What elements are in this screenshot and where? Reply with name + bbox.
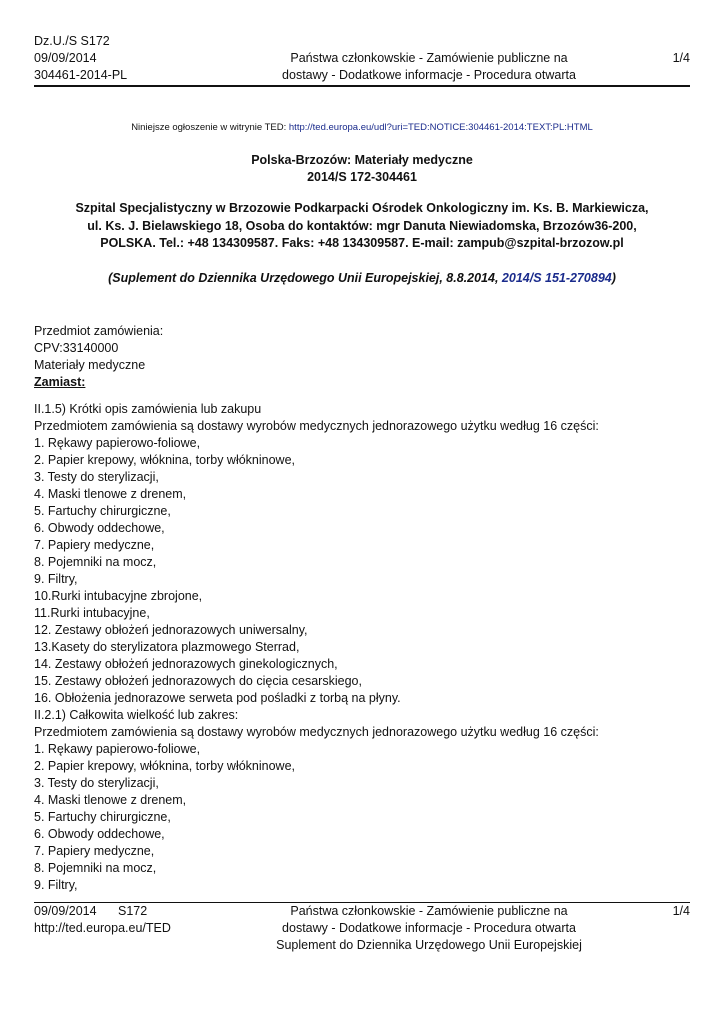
authority-line1: Szpital Specjalistyczny w Brzozowie Podkarpacki Ośrodek Onkologiczny im. Ks. B. Markiewicza, (75, 201, 649, 215)
list-item: 9. Filtry, (34, 878, 78, 892)
list-item: 6. Obwody oddechowe, (34, 827, 165, 841)
footer-meta (34, 903, 204, 937)
list-item: 13.Kasety do sterylizatora plazmowego Sterrad, (34, 640, 300, 654)
list-item: 9. Filtry, (34, 572, 78, 586)
subject-name: Materiały medyczne (34, 358, 146, 372)
header-title-line1: Państwa członkowskie - Zamówienie publiczne na (290, 51, 568, 65)
subject-label: Przedmiot zamówienia: (34, 324, 164, 338)
list-item: 2. Papier krepowy, włóknina, torby włókninowe, (34, 453, 296, 467)
title-line2: 2014/S 172-304461 (307, 170, 417, 184)
list-item: 7. Papiery medyczne, (34, 538, 155, 552)
section2-intro: Przedmiotem zamówienia są dostawy wyrobów medycznych jednorazowego użytku według 16 części: (34, 725, 599, 739)
subject-cpv: CPV:33140000 (34, 341, 119, 355)
list-item: 7. Papiery medyczne, (34, 844, 155, 858)
header-page-number: 1/4 (672, 51, 690, 65)
footer-line3: Suplement do Dziennika Urzędowego Unii Europejskiej (276, 938, 582, 952)
section1-intro: Przedmiotem zamówienia są dostawy wyrobów medycznych jednorazowego użytku według 16 części: (34, 419, 599, 433)
list-item: 4. Maski tlenowe z drenem, (34, 487, 187, 501)
section1-heading: II.1.5) Krótki opis zamówienia lub zakupu (34, 402, 262, 416)
header-divider (34, 85, 690, 87)
footer-page-number: 1/4 (672, 904, 690, 918)
footer-line2: dostawy - Dodatkowe informacje - Procedura otwarta (282, 921, 576, 935)
list-item: 1. Rękawy papierowo-foliowe, (34, 436, 201, 450)
document-title (0, 152, 724, 186)
list-item: 1. Rękawy papierowo-foliowe, (34, 742, 201, 756)
document-body (34, 323, 690, 894)
header-date: 09/09/2014 (34, 51, 97, 65)
suplement-prefix: (Suplement do Dziennika Urzędowego Unii Europejskiej, 8.8.2014, (108, 271, 502, 285)
authority-line2: ul. Ks. J. Bielawskiego 18, Osoba do kontaktów: mgr Danuta Niewiadomska, Brzozów36-200, (87, 218, 637, 233)
section2-heading: II.2.1) Całkowita wielkość lub zakres: (34, 708, 239, 722)
footer-title (184, 903, 674, 954)
list-item: 4. Maski tlenowe z drenem, (34, 793, 187, 807)
list-item: 8. Pojemniki na mocz, (34, 861, 157, 875)
header-title (184, 50, 674, 84)
header-title-line2: dostawy - Dodatkowe informacje - Procedura otwarta (282, 68, 576, 82)
list-item: 8. Pojemniki na mocz, (34, 555, 157, 569)
list-item: 3. Testy do sterylizacji, (34, 776, 159, 790)
footer-url: http://ted.europa.eu/TED (34, 921, 171, 935)
list-item: 12. Zestawy obłożeń jednorazowych uniwersalny, (34, 623, 308, 637)
instead-label: Zamiast: (34, 375, 86, 389)
list-item: 5. Fartuchy chirurgiczne, (34, 810, 171, 824)
ted-notice-link[interactable]: http://ted.europa.eu/udl?uri=TED:NOTICE:304461-2014:TEXT:PL:HTML (288, 122, 593, 133)
section1-list (34, 435, 690, 707)
list-item: 15. Zestawy obłożeń jednorazowych do cięcia cesarskiego, (34, 674, 362, 688)
ted-notice (0, 122, 724, 133)
footer-line1: Państwa członkowskie - Zamówienie publiczne na (290, 904, 568, 918)
header-doc-id: 304461-2014-PL (34, 68, 128, 82)
authority-line3: POLSKA. Tel.: +48 134309587. Faks: +48 134309587. E-mail: zampub@szpital-brzozow.pl (100, 236, 624, 250)
list-item: 16. Obłożenia jednorazowe serweta pod pośladki z torbą na płyny. (34, 691, 401, 705)
list-item: 2. Papier krepowy, włóknina, torby włókninowe, (34, 759, 296, 773)
contracting-authority (60, 200, 664, 253)
list-item: 10.Rurki intubacyjne zbrojone, (34, 589, 203, 603)
header-ref: Dz.U./S S172 (34, 34, 110, 48)
list-item: 5. Fartuchy chirurgiczne, (34, 504, 171, 518)
list-item: 3. Testy do sterylizacji, (34, 470, 159, 484)
list-item: 14. Zestawy obłożeń jednorazowych ginekologicznych, (34, 657, 338, 671)
ted-notice-prefix: Niniejsze ogłoszenie w witrynie TED: (131, 122, 289, 133)
suplement-suffix: ) (611, 271, 616, 285)
footer-ref: S172 (118, 904, 148, 918)
header-meta (34, 33, 184, 84)
list-item: 11.Rurki intubacyjne, (34, 606, 150, 620)
title-line1: Polska-Brzozów: Materiały medyczne (251, 153, 473, 167)
suplement-reference (0, 271, 724, 285)
list-item: 6. Obwody oddechowe, (34, 521, 165, 535)
section2-list (34, 741, 690, 894)
suplement-link[interactable]: 2014/S 151-270894 (501, 271, 612, 285)
page-header (34, 33, 690, 87)
footer-date: 09/09/2014 (34, 904, 97, 918)
